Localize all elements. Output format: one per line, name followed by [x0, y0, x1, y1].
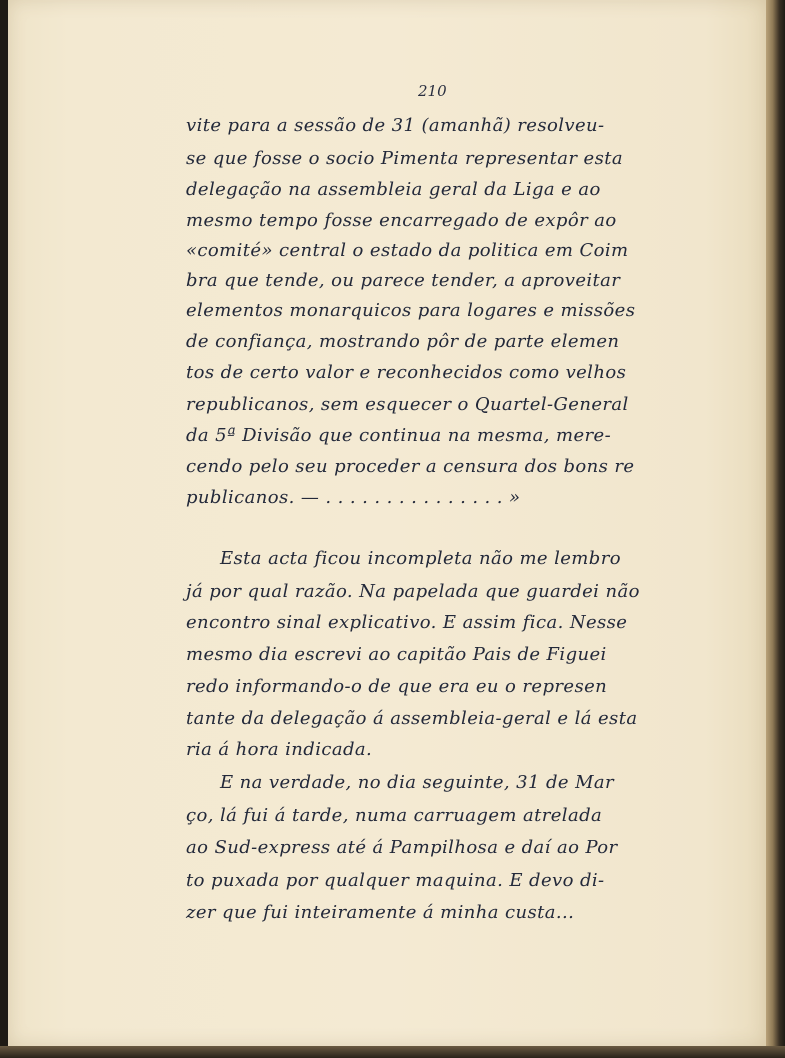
text-line: republicanos, sem esquecer o Quartel-General: [186, 394, 629, 415]
text-line: elementos monarquicos para logares e missões: [186, 300, 636, 321]
text-line: cendo pelo seu proceder a censura dos bons re: [186, 456, 635, 477]
page-edge: [766, 0, 785, 1046]
text-line: Esta acta ficou incompleta não me lembro: [220, 548, 621, 569]
text-line: zer que fui inteiramente á minha custa...: [186, 902, 575, 923]
manuscript-page: [8, 0, 766, 1046]
text-line: ria á hora indicada.: [186, 739, 373, 760]
text-line: mesmo tempo fosse encarregado de expôr ao: [186, 210, 617, 231]
page-number: 210: [418, 82, 447, 100]
text-line: ao Sud-express até á Pampilhosa e daí ao Por: [186, 837, 618, 858]
text-line: se que fosse o socio Pimenta representar esta: [186, 148, 624, 169]
text-line: redo informando-o de que era eu o represen: [186, 676, 608, 697]
text-line: vite para a sessão de 31 (amanhã) resolveu-: [186, 115, 605, 136]
bottom-edge: [0, 1046, 785, 1058]
text-line: de confiança, mostrando pôr de parte elemen: [186, 331, 620, 352]
text-line: delegação na assembleia geral da Liga e ao: [186, 179, 601, 200]
text-line: ço, lá fui á tarde, numa carruagem atrelada: [186, 805, 603, 826]
text-line: da 5ª Divisão que continua na mesma, mere-: [186, 425, 612, 446]
text-line: bra que tende, ou parece tender, a aproveitar: [186, 270, 621, 291]
text-line: «comité» central o estado da politica em Coim: [186, 240, 629, 261]
text-line: já por qual razão. Na papelada que guardei não: [186, 581, 640, 602]
text-line: tante da delegação á assembleia-geral e lá esta: [186, 708, 638, 729]
text-line: publicanos. — . . . . . . . . . . . . . . . »: [186, 487, 521, 508]
text-line: to puxada por qualquer maquina. E devo di-: [186, 870, 605, 891]
text-line: encontro sinal explicativo. E assim fica. Nesse: [186, 612, 628, 633]
text-line: E na verdade, no dia seguinte, 31 de Mar: [220, 772, 615, 793]
text-line: mesmo dia escrevi ao capitão Pais de Figuei: [186, 644, 607, 665]
text-line: tos de certo valor e reconhecidos como velhos: [186, 362, 627, 383]
